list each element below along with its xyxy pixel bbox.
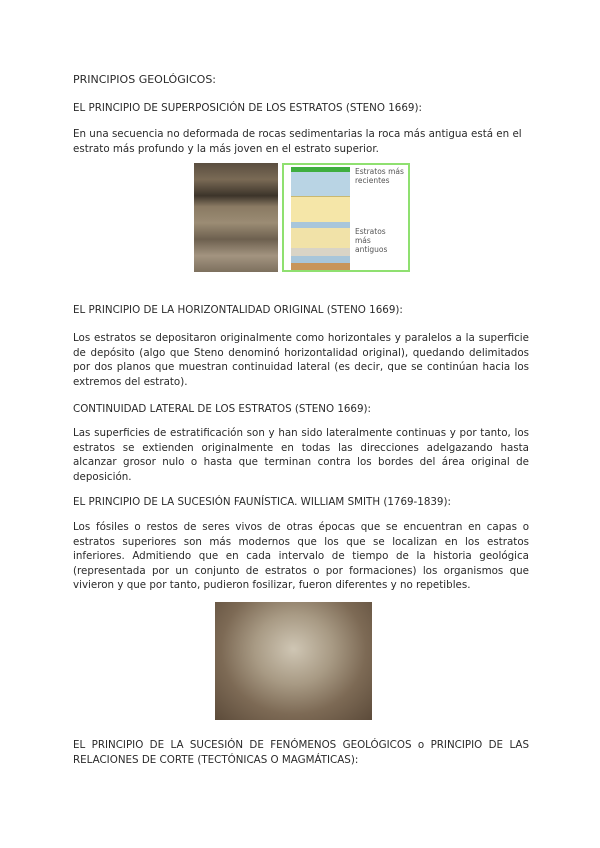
page-title: PRINCIPIOS GEOLÓGICOS: bbox=[73, 73, 217, 86]
strata-photo bbox=[194, 163, 278, 272]
paragraph-superposicion: En una secuencia no deformada de rocas sedimentarias la roca más antigua está en el estrato más profundo y la más joven en el estrato superior. bbox=[73, 128, 522, 155]
label-recent-strata: Estratos más recientes bbox=[355, 167, 404, 185]
fossil-strata-photo bbox=[215, 602, 372, 720]
heading-relaciones-corte: EL PRINCIPIO DE LA SUCESIÓN DE FENÓMENOS GEOLÓGICOS o PRINCIPIO DE LAS RELACIONES DE CORTE (TECTÓNICAS O MAGMÁTICAS): bbox=[73, 739, 529, 766]
heading-sucesion-faunistica: EL PRINCIPIO DE LA SUCESIÓN FAUNÍSTICA. WILLIAM SMITH (1769-1839): bbox=[73, 496, 451, 508]
heading-continuidad: CONTINUIDAD LATERAL DE LOS ESTRATOS (STENO 1669): bbox=[73, 403, 372, 415]
label-old-strata: Estratos más antiguos bbox=[355, 227, 388, 254]
heading-superposicion: EL PRINCIPIO DE SUPERPOSICIÓN DE LOS ESTRATOS (STENO 1669): bbox=[73, 102, 422, 114]
paragraph-horizontalidad: Los estratos se depositaron originalmente como horizontales y paralelos a la superficie de depósito (algo que Steno denominó horizontalidad original), quedando delimitados por dos planos que muestran continuidad lateral (es decir, que se continúan hacia los extremos del estrato). bbox=[73, 332, 529, 388]
strata-diagram bbox=[282, 163, 410, 272]
heading-horizontalidad: EL PRINCIPIO DE LA HORIZONTALIDAD ORIGINAL (STENO 1669): bbox=[73, 304, 403, 316]
paragraph-continuidad: Las superficies de estratificación son y han sido lateralmente continuas y por tanto, los estratos se extienden originalmente en todas las direcciones adelgazando hasta alcanzar grosor nulo o hasta que terminan contra los bordes del área original de deposición. bbox=[73, 427, 529, 483]
paragraph-sucesion-faunistica: Los fósiles o restos de seres vivos de otras épocas que se encuentran en capas o estratos superiores son más modernos que los que se localizan en los estratos inferiores. Admitiendo que en cada intervalo de tiempo de la historia geológica (representada por un conjunto de estratos o por formaciones) los organismos que vivieron y que por tanto, pudieron fosilizar, fueron diferentes y no repetibles. bbox=[73, 521, 529, 591]
